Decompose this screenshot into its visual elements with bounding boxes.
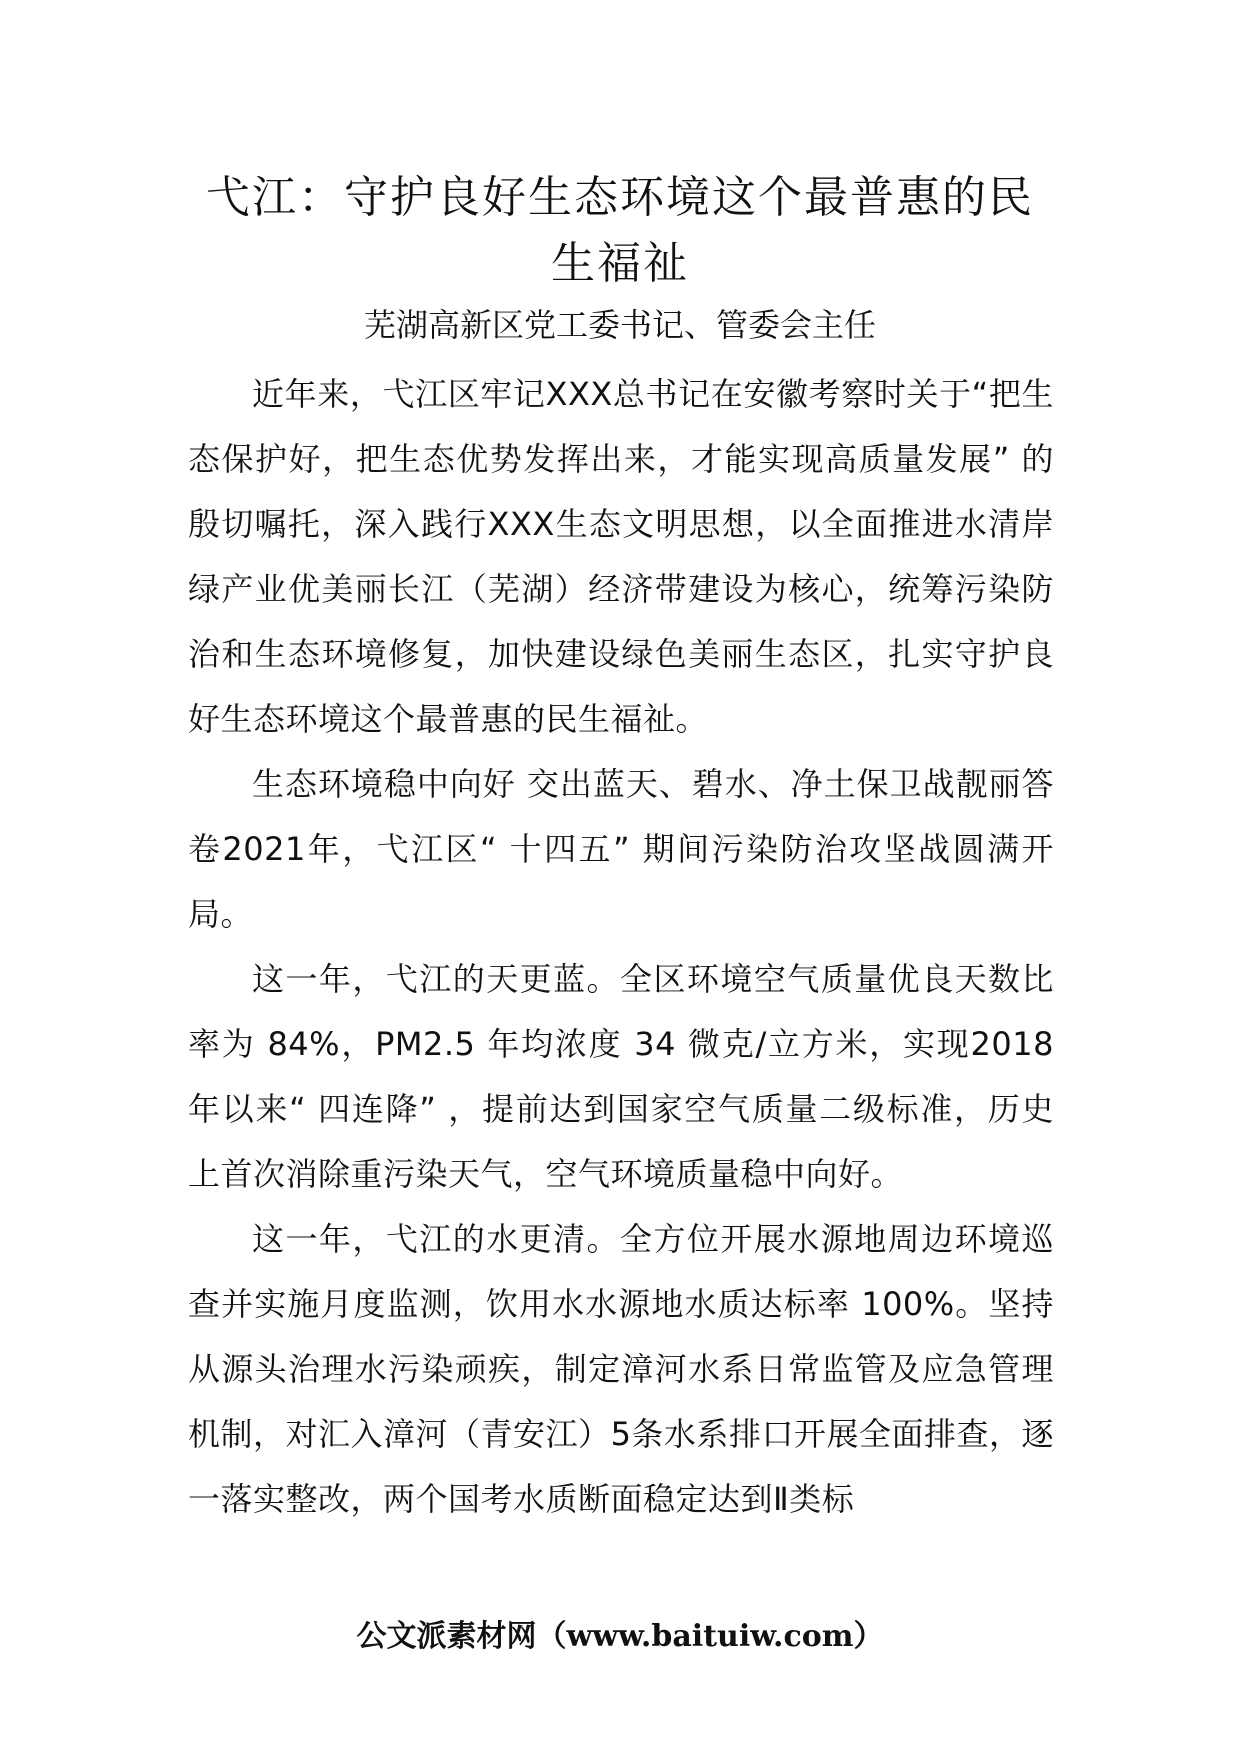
document-subtitle: 芜湖高新区党工委书记、管委会主任 bbox=[363, 306, 876, 344]
paragraph-air-quality: 这一年，弋江的天更蓝。全区环境空气质量优良天数比率为 84%，PM2.5 年均浓度 34 微克/立方米，实现2018年以来“ 四连降” ，提前达到国家空气质量二级标准，历史上首次消除重污染天气，空气环境质量稳中向好。 bbox=[188, 960, 1054, 1193]
document-body bbox=[188, 362, 1054, 1532]
source-watermark: 公文派素材网（www.baituiw.com） bbox=[356, 1619, 884, 1654]
paragraph-intro: 近年来，弋江区牢记XXX总书记在安徽考察时关于“把生态保护好，把生态优势发挥出来，才能实现高质量发展” 的殷切嘱托，深入践行XXX生态文明思想，以全面推进水清岸绿产业优美丽长江（芜湖）经济带建设为核心，统筹污染防治和生态环境修复，加快建设绿色美丽生态区，扎实守护良好生态环境这个最普惠的民生福祉。 bbox=[188, 375, 1054, 738]
paragraph-summary: 生态环境稳中向好 交出蓝天、碧水、净土保卫战靓丽答卷2021年，弋江区“ 十四五” 期间污染防治攻坚战圆满开局。 bbox=[188, 765, 1054, 933]
document-title: 弋江：守护良好生态环境这个最普惠的民生福祉 bbox=[206, 172, 1034, 289]
paragraph-water-quality: 这一年，弋江的水更清。全方位开展水源地周边环境巡查并实施月度监测，饮用水水源地水质达标率 100%。坚持从源头治理水污染顽疾，制定漳河水系日常监管及应急管理机制，对汇入漳河（青安江）5条水系排口开展全面排查，逐一落实整改，两个国考水质断面稳定达到Ⅱ类标 bbox=[188, 1220, 1054, 1518]
